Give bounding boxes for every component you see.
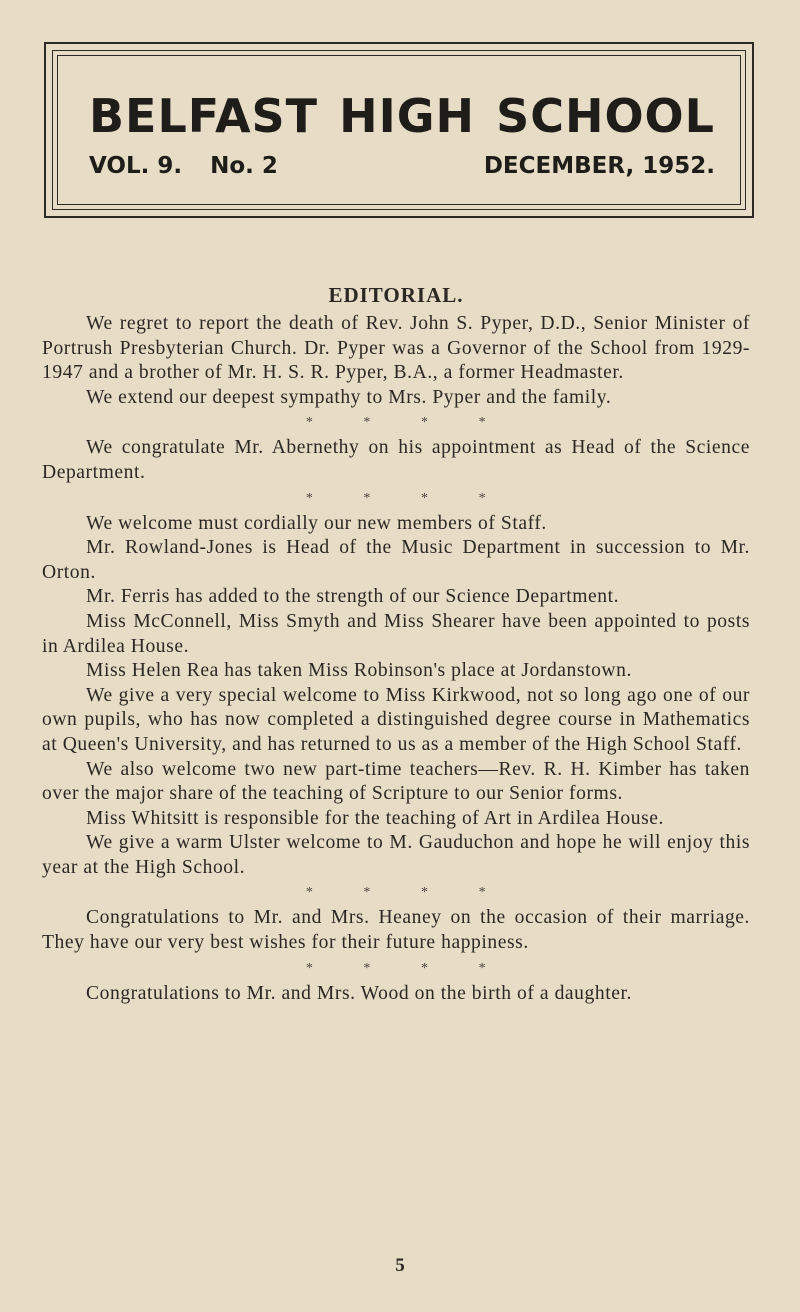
masthead-frame <box>44 42 754 218</box>
star-separator: * * * * <box>305 490 487 506</box>
paragraph-gauduchon: We give a warm Ulster welcome to M. Gauduchon and hope he will enjoy this year at the High School. <box>42 832 750 878</box>
paragraph-rowland-jones: Mr. Rowland-Jones is Head of the Music Department in succession to Mr. Orton. <box>42 537 750 583</box>
editorial-section <box>42 282 750 1006</box>
title-word-high: HIGH <box>339 89 475 143</box>
paragraph-whitsitt: Miss Whitsitt is responsible for the teaching of Art in Ardilea House. <box>86 807 664 829</box>
title-word-school: SCHOOL <box>496 89 715 143</box>
star-separator: * * * * <box>305 885 487 901</box>
volume-number <box>89 153 306 179</box>
issue-date: DECEMBER, 1952. <box>483 153 715 179</box>
paragraph-helen-rea: Miss Helen Rea has taken Miss Robinson's place at Jordanstown. <box>86 660 632 682</box>
paragraph-heaney-marriage: Congratulations to Mr. and Mrs. Heaney on the occasion of their marriage. They have our very best wishes for their future happiness. <box>42 907 750 954</box>
paragraph-sympathy: We extend our deepest sympathy to Mrs. Pyper and the family. <box>86 386 612 408</box>
masthead-title <box>89 89 715 143</box>
star-separator: * * * * <box>305 960 487 976</box>
paragraph-welcome-staff: We welcome must cordially our new members of Staff. <box>86 512 547 534</box>
title-word-belfast: BELFAST <box>89 89 319 143</box>
masthead-inner-border <box>52 50 746 210</box>
paragraph-abernethy: We congratulate Mr. Abernethy on his appointment as Head of the Science Department. <box>42 437 750 483</box>
paragraph-wood-birth: Congratulations to Mr. and Mrs. Wood on the birth of a daughter. <box>86 982 632 1004</box>
issue-number: No. 2 <box>210 153 278 179</box>
paragraph-ardilea-appointments: Miss McConnell, Miss Smyth and Miss Shearer have been appointed to posts in Ardilea House. <box>42 610 750 657</box>
paragraph-kirkwood: We give a very special welcome to Miss Kirkwood, not so long ago one of our own pupils, who has now completed a distinguished degree course in Mathematics at Queen's University, and has returned to us as a member of the High School Staff. <box>42 684 750 755</box>
issue-info <box>89 153 715 179</box>
paragraph-ferris: Mr. Ferris has added to the strength of our Science Department. <box>86 586 620 608</box>
star-separator: * * * * <box>305 415 487 431</box>
page-number: 5 <box>395 1255 405 1276</box>
editorial-heading: EDITORIAL. <box>328 283 464 307</box>
paragraph-pyper-death: We regret to report the death of Rev. John S. Pyper, D.D., Senior Minister of Portrush Presbyterian Church. Dr. Pyper was a Governor of the School from 1929-1947 and a brother of Mr. H. S. R. Pyper, B.A., a former Headmaster. <box>42 313 750 384</box>
volume: VOL. 9. <box>89 153 183 179</box>
paragraph-part-time-teachers: We also welcome two new part-time teachers—Rev. R. H. Kimber has taken over the major share of the teaching of Scripture to our Senior forms. <box>42 758 750 805</box>
